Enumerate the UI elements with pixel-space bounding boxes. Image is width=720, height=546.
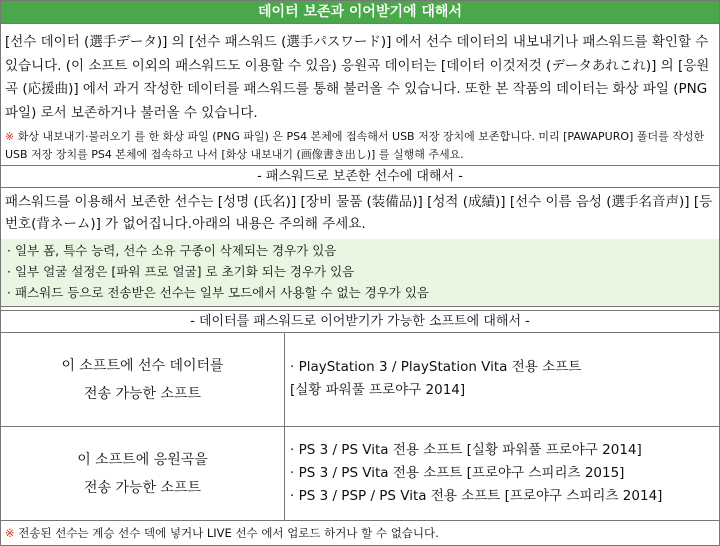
software-item: · PS 3 / PS Vita 전용 소프트 [프로야구 스피리츠 2015] bbox=[290, 465, 625, 481]
warning-item: · 일부 얼굴 설정은 [파워 프로 얼굴] 로 초기화 되는 경우가 있음 bbox=[7, 264, 355, 279]
image-export-note bbox=[5, 128, 717, 164]
table-row-items bbox=[290, 439, 715, 508]
image-export-note-text: 화상 내보내기·불러오기 를 한 화상 파일 (PNG 파일) 은 PS4 본체에 접속해서 USB 저장 장치에 보존합니다. 미리 [PAWAPURO] 폴더를 작성한 USB 저장 장치를 PS4 본체에 접속하고 나서 [화상 내보내기 (画像書き出し)] 를 실행해 주세요. bbox=[5, 130, 705, 161]
software-item: · PS 3 / PSP / PS Vita 전용 소프트 [프로야구 스피리츠 2014] bbox=[290, 488, 663, 504]
password-paragraph: 패스워드를 이용해서 보존한 선수는 [성명 (氏名)] [장비 물품 (装備品)] [성적 (成績)] [선수 이름 음성 (選手名音声)] [등번호(背ネーム)] 가 없어집니다.아래의 내용은 주의해 주세요. bbox=[5, 194, 713, 232]
row-label-line: 이 소프트에 선수 데이터를 bbox=[61, 358, 224, 374]
software-item: [실황 파워풀 프로야구 2014] bbox=[290, 382, 466, 398]
table-row-divider bbox=[1, 426, 719, 427]
section-heading-transfer: - 데이터를 패스워드로 이어받기가 가능한 소프트에 대해서 - bbox=[1, 310, 719, 333]
footer-note-text: 전송된 선수는 계승 선수 덱에 넣거나 LIVE 선수 에서 업로드 하거나 할 수 없습니다. bbox=[14, 526, 439, 540]
software-item: · PlayStation 3 / PlayStation Vita 전용 소프트 bbox=[290, 359, 582, 375]
intro-paragraph: [선수 데이터 (選手データ)] 의 [선수 패스워드 (選手パスワード)] 에서 선수 데이터의 내보내기나 패스워드를 확인할 수 있습니다. (이 소프트 이외의 패스워드도 이용할 수 있음) 응원곡 데이터는 [데이터 이것저것 (データあれこれ)] 의 [응원곡 (応援曲)] 에서 과거 작성한 데이터를 패스워드를 통해 불러올 수 있습니다. 또한 본 작품의 데이터는 화상 파일 (PNG 파일) 로서 보존하거나 불러올 수 있습니다. bbox=[5, 34, 710, 121]
warning-box bbox=[1, 239, 719, 307]
table-row-label bbox=[1, 352, 284, 408]
table-bottom-divider bbox=[1, 520, 719, 521]
note-mark: ※ bbox=[5, 130, 15, 143]
warning-item: · 일부 폼, 특수 능력, 선수 소유 구종이 삭제되는 경우가 있음 bbox=[7, 243, 337, 258]
row-label-line: 이 소프트에 응원곡을 bbox=[77, 452, 208, 468]
note-mark: ※ bbox=[5, 526, 15, 540]
table-row-label bbox=[1, 446, 284, 502]
software-item: · PS 3 / PS Vita 전용 소프트 [실황 파워풀 프로야구 2014] bbox=[290, 442, 642, 458]
section-heading-password: - 패스워드로 보존한 선수에 대해서 - bbox=[1, 165, 719, 188]
warning-item: · 패스워드 등으로 전송받은 선수는 일부 모드에서 사용할 수 없는 경우가 있음 bbox=[7, 285, 430, 300]
row-label-line: 전송 가능한 소프트 bbox=[83, 480, 202, 496]
row-label-line: 전송 가능한 소프트 bbox=[83, 386, 202, 402]
footer-note bbox=[5, 524, 439, 542]
page-title: 데이터 보존과 이어받기에 대해서 bbox=[1, 1, 719, 24]
table-row-items bbox=[290, 356, 715, 402]
